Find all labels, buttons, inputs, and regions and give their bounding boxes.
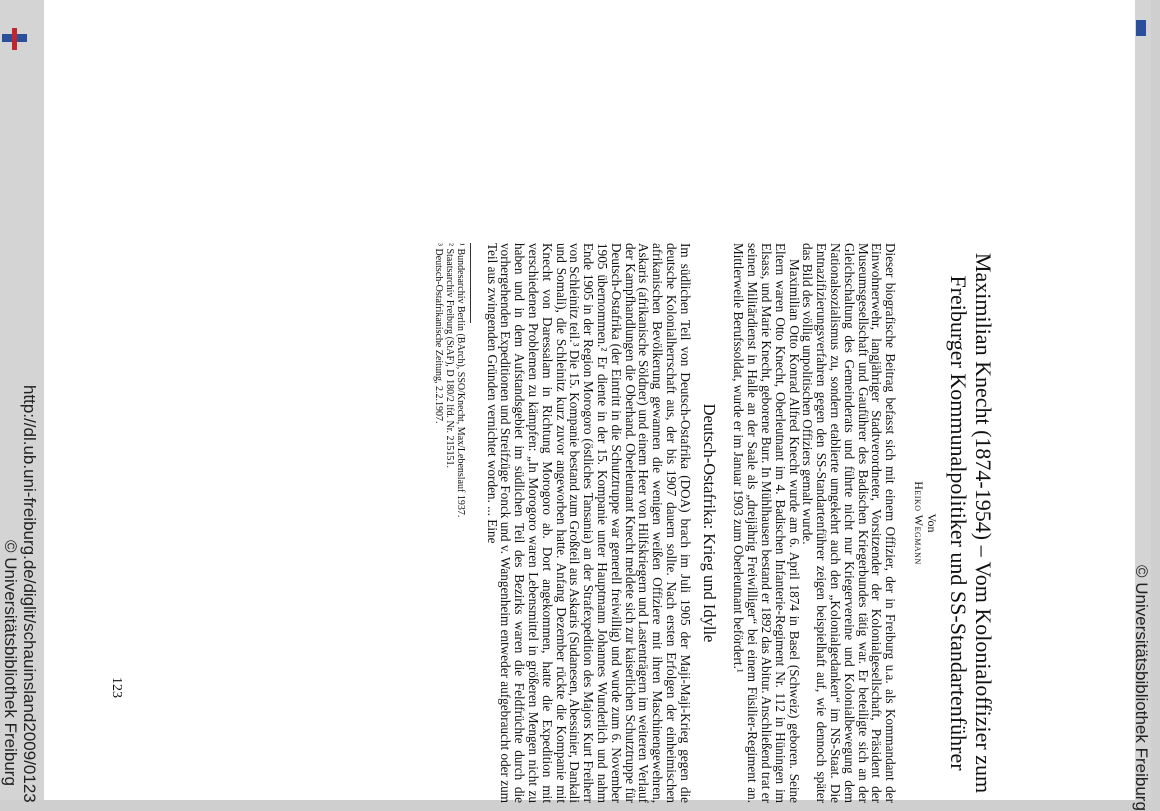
source-url[interactable]: http://dl.ub.uni-freiburg.de/diglit/schauinsland2009/0123 [20,385,39,803]
document-page [20,0,1135,803]
intro-paragraph: Dieser biografische Beitrag befasst sich mit einem Offizier, der in Freiburg u.a. als Kommandant der Einwohnerwehr, langjähriger Stadtverordneter, Vorsitzender der Kolonialgesellschaft, Präsident der Museumsgesellschaft und Gauführer des Badischen Kriegerbundes tätig war. Er beteiligte sich an der Gleichschaltung des Gemeinderats und führte nicht nur Kriegervereine und Kolonialbewegung dem Nationalsozialismus zu, sondern etablierte umgekehrt auch den „Kolonialgedanken“ im NS-Staat. Die Entnazifizierungsverfahren gegen den SS-Standartenführer zeigen beispielhaft auf, wie dennoch später das Bild des völlig unpolitischen Offiziers gemalt wurde. [800,243,899,803]
article-title: Maximilian Knecht (1874-1954) – Vom Kolonialoffizier zum Freiburger Kommunalpolitiker und SS-Standartenführer [946,252,996,794]
footnote: ³ Deutsch-Ostafrikanische Zeitung, 2.2.1907. [432,243,444,424]
footnote: ² Staatsarchiv Freiburg (StAF), D 180/2 lfd. Nr. 215151. [443,243,455,469]
library-logo-right [1134,20,1160,46]
page-number: 123 [109,677,124,698]
author-name: Heiko Wegmann [912,481,926,565]
biography-paragraph: Maximilian Otto Konrad Alfred Knecht wurde am 6. April 1874 in Basel (Schweiz) geboren. Seine Eltern waren Otto Knecht, Oberleutnant im 4. Badischen Infanterie-Regiment Nr. 112 in Hüningen im Elsass, und Marie Knecht, geborene Burr. In Mühlhausen bestand er 1892 das Abitur. Anschließend trat er seinen Militärdienst in Halle an der Saale als „dreijährig Freiwilliger“ bei einem Füsilier-Regiment an. Mittlerweile Berufssoldat, wurde er im Januar 1903 zum Oberleutnant befördert.¹ [731,243,802,803]
copyright-right: © Universitätsbibliothek Freiburg [1132,565,1151,811]
article-body [433,243,996,803]
section-paragraph: Im südlichen Teil von Deutsch-Ostafrika (DOA) brach im Juli 1905 der Maji-Maji-Krieg gegen die deutsche Kolonialherrschaft aus, der bis 1907 dauern sollte. Nach ersten Erfolgen der einheimischen afrikanischen Bevölkerung gewannen die wenigen weißen Offiziere mit ihren Maschinengewehren, Askaris (afrikanische Söldner) und einem Heer von Hilfskriegern und Lastenträgern im weiteren Verlauf der Kampfhandlungen die Oberhand. Oberleutnant Knecht meldete sich zur kaiserlichen Schutztruppe für Deutsch-Ostafrika (der Eintritt in die Schutztruppe war generell freiwillig) und wurde zum 6. November 1905 übernommen.² Er diente in der 15. Kompanie unter Hauptmann Johannes Wunderlich und nahm Ende 1905 in der Region Morogoro (östliches Tansania) an der Strafexpedition des Majors Kurt Freiherr von Schleinitz teil.³ Die 15. Kompanie bestand zum Großteil aus Askaris (Sudanesen, Abessinier, Dankali und Somali), die Schleinitz kurz zuvor angeworben hatte. Anfang Dezember rückte die Kompanie mit Knecht von Daressalam in Richtung Morogoro ab. Dort angekommen, hatte die Expedition mit verschiedenen Problemen zu kämpfen: „In Morogoro waren Lebensmittel in größeren Mengen nicht zu haben und in dem Aufstandsgebiet im südlichen Teil des Bezirks waren die Feldfrüchte durch die vorhergehenden Expeditionen und Streifzüge Fonck und v. Wangenheim entweder aufgebraucht oder zum Teil aus zwingenden Gründen vernichtet worden. ... Eine [484,243,693,803]
footnote-divider [470,243,471,323]
byline: Von [925,513,939,533]
footnote: ¹ Bundesarchiv Berlin (BArch), SSO/Knecht, Max/Lebenslauf 1937. [454,243,466,518]
section-heading: Deutsch-Ostafrika: Krieg und Idylle [699,403,719,643]
copyright-left: © Universitätsbibliothek Freiburg [1,540,20,786]
library-logo-left [2,28,28,54]
